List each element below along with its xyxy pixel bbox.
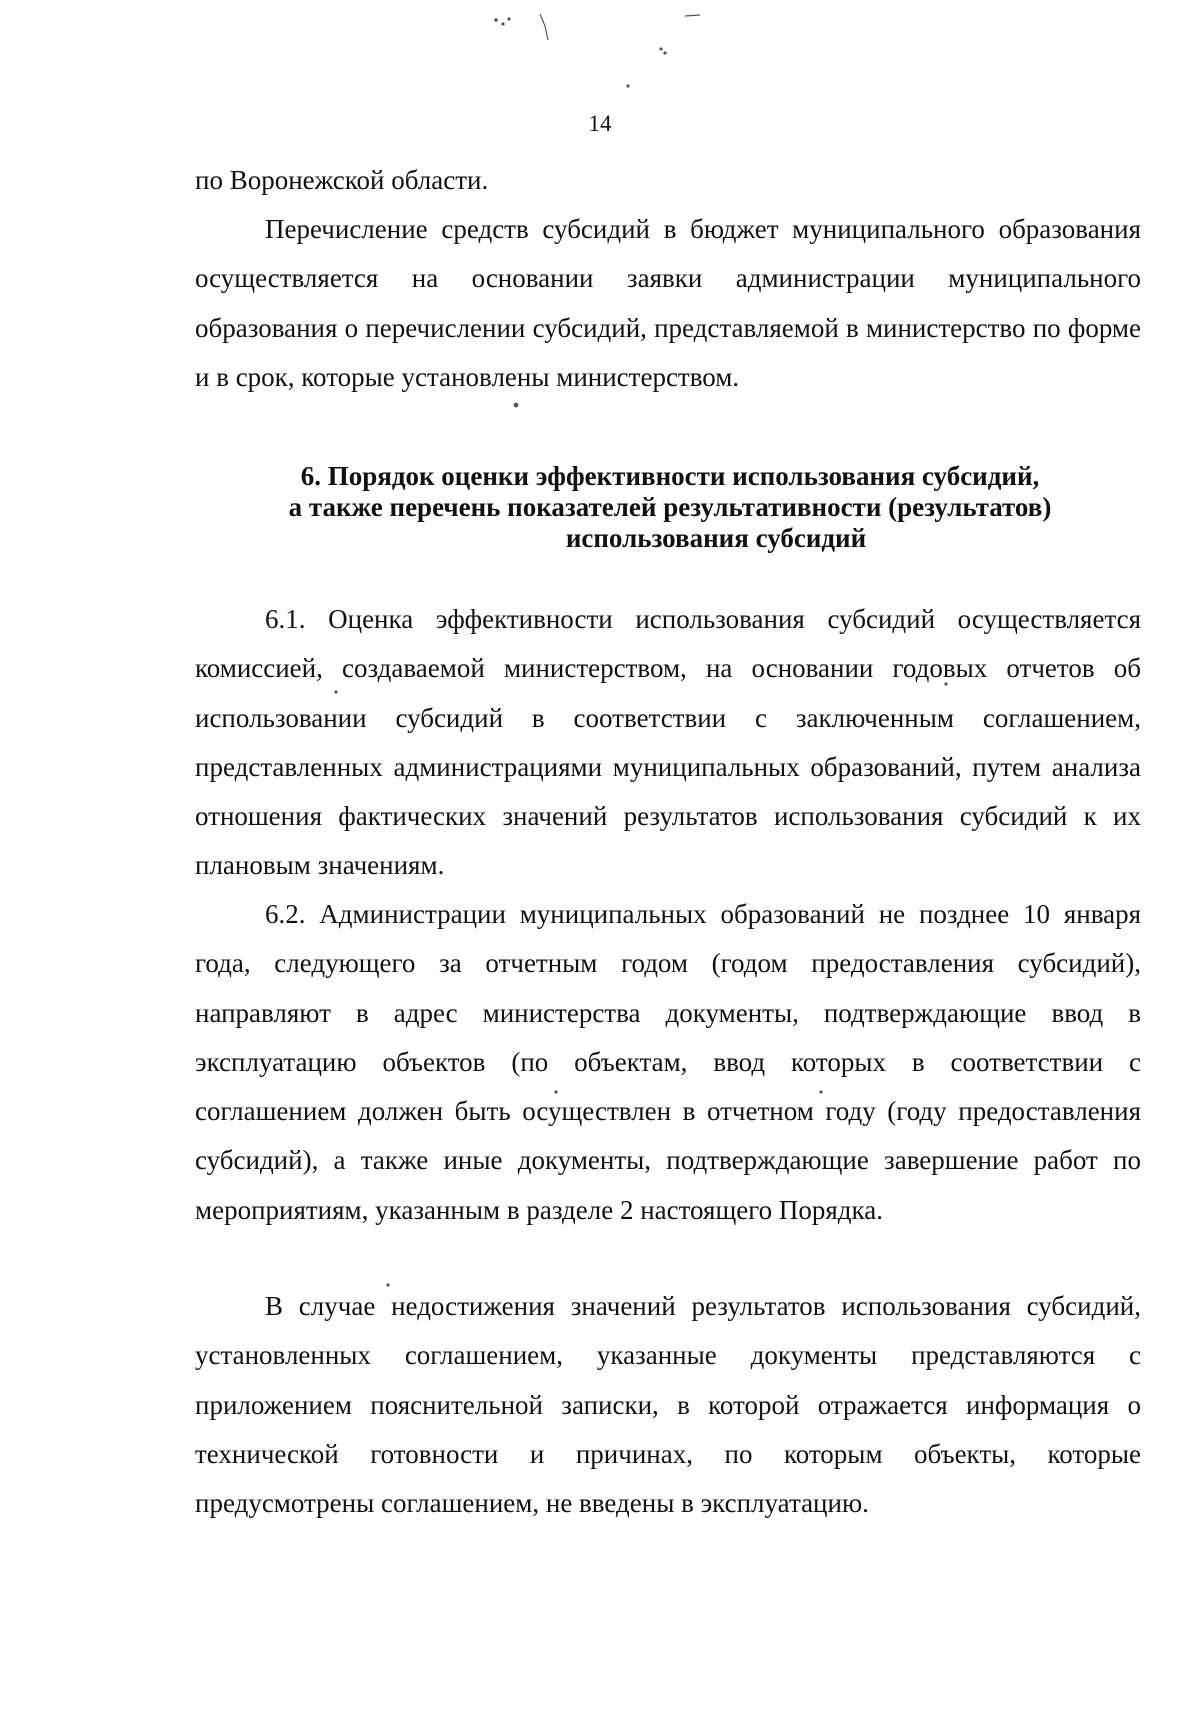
section-heading-line-1: 6. Порядок оценки эффективности использования субсидий, bbox=[300, 461, 1040, 491]
transfer-paragraph: Перечисление средств субсидий в бюджет муниципального образования осуществляется на основании заявки администрации муниципального образования о перечислении субсидий, представляемой в министерство по форме и в срок, которые установлены министерством. bbox=[195, 214, 1141, 392]
section-heading bbox=[220, 461, 1120, 554]
section-heading-line-3: использования субсидий bbox=[565, 523, 867, 553]
section-heading-line-2: а также перечень показателей результативности (результатов) bbox=[288, 492, 1052, 522]
clause-6-2-continuation: В случае недостижения значений результатов использования субсидий, установленных соглашением, указанные документы представляются с приложением пояснительной записки, в которой отражается информация о технической готовности и причинах, по которым объекты, которые предусмотрены соглашением, не введены в эксплуатацию. bbox=[195, 1291, 1141, 1519]
clause-6-1: 6.1. Оценка эффективности использования субсидий осуществляется комиссией, создаваемой министерством, на основании годовых отчетов об использовании субсидий в соответствии с заключенным соглашением, представленных администрациями муниципальных образований, путем анализа отношения фактических значений результатов использования субсидий к их плановым значениям. bbox=[195, 604, 1141, 881]
clause-6-2: 6.2. Администрации муниципальных образований не позднее 10 января года, следующего за отчетным годом (годом предоставления субсидий), направляют в адрес министерства документы, подтверждающие ввод в эксплуатацию объектов (по объектам, ввод которых в соответствии с соглашением должен быть осуществлен в отчетном году (году предоставления субсидий), а также иные документы, подтверждающие завершение работ по мероприятиям, указанным в разделе 2 настоящего Порядка. bbox=[195, 899, 1141, 1225]
continuation-paragraph: по Воронежской области. bbox=[195, 165, 489, 195]
page-number: 14 bbox=[588, 111, 612, 136]
